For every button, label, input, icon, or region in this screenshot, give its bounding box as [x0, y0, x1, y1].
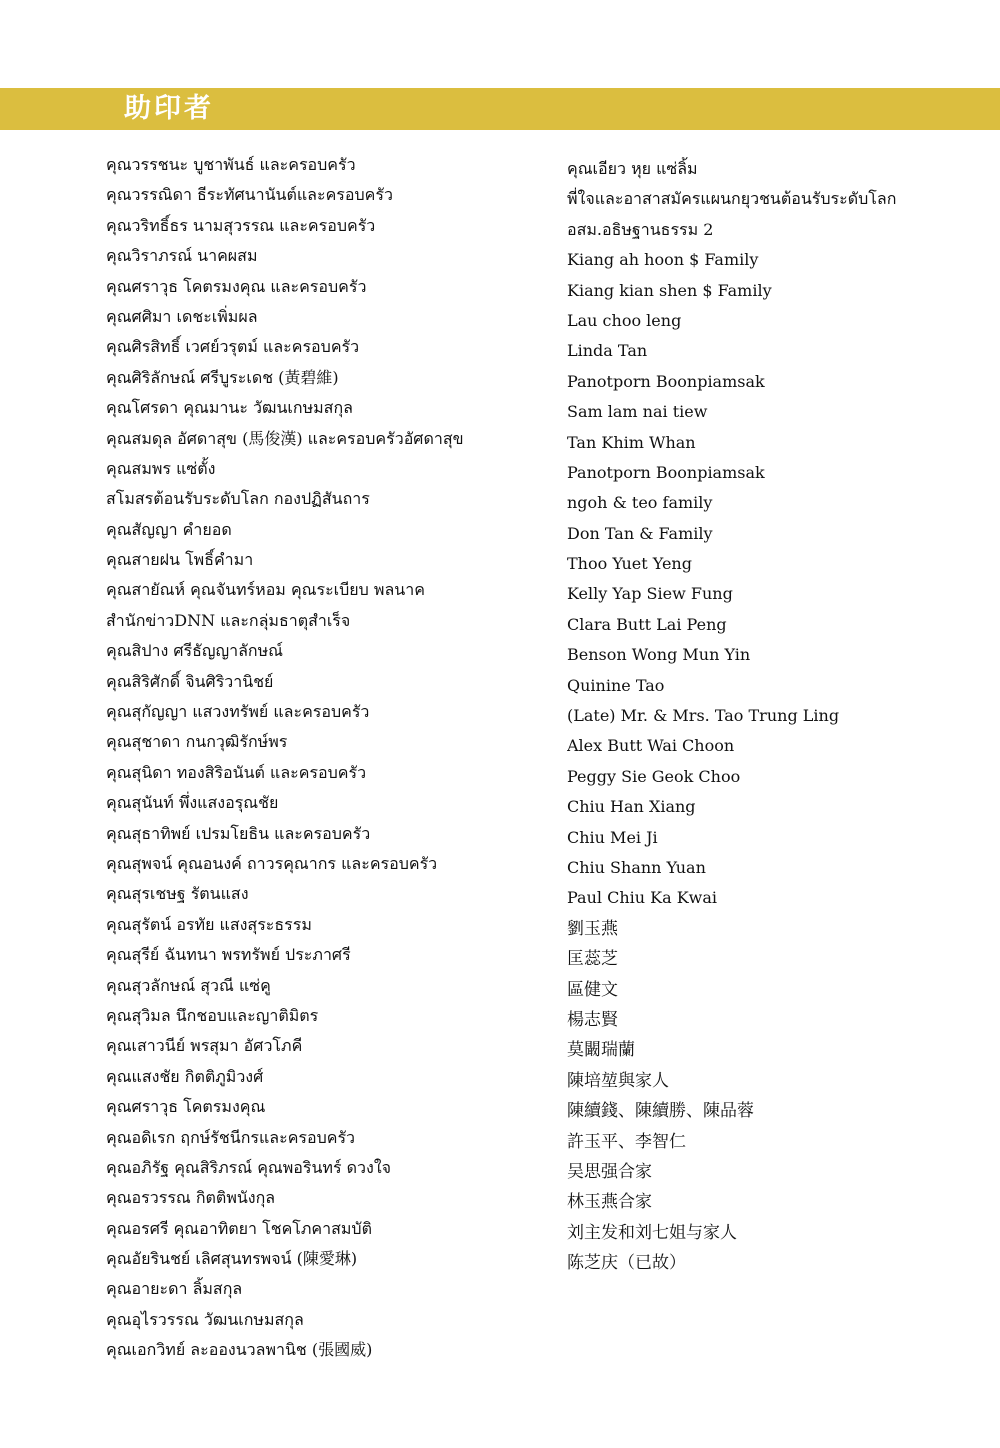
- donor-name: Lau choo leng: [567, 310, 682, 330]
- donor-name: Tan Khim Whan: [567, 432, 696, 452]
- donor-name: Kiang kian shen $ Family: [567, 280, 772, 300]
- donor-name: คุณสุวิมล นึกชอบและญาติมิตร: [106, 1005, 319, 1025]
- donor-name: Quinine Tao: [567, 675, 665, 695]
- donor-name: คุณสุรเชษฐ รัตนแสง: [106, 884, 249, 904]
- donor-name: คุณศศิมา เดชะเพิ่มผล: [106, 306, 258, 326]
- donor-name: Kiang ah hoon $ Family: [567, 250, 759, 270]
- donor-name: คุณสิริศักดิ์ จินศิริวานิชย์: [106, 671, 274, 691]
- donor-name: อสม.อธิษฐานธรรม 2: [567, 219, 714, 239]
- donor-name: 區健文: [567, 979, 618, 1000]
- donor-name: คุณสุรัตน์ อรทัย แสงสุระธรรม: [106, 914, 312, 934]
- donor-name: คุณวริทธิ์ธร นามสุวรรณ และครอบครัว: [106, 215, 376, 235]
- donor-name: Chiu Shann Yuan: [567, 857, 706, 877]
- donor-name: 陈芝庆（已故）: [567, 1253, 686, 1274]
- donor-name: คุณสุชาดา กนกวุฒิรักษ์พร: [106, 732, 288, 752]
- header-banner: [0, 88, 1000, 130]
- donor-name: Sam lam nai tiew: [567, 402, 708, 422]
- donor-name: คุณแสงชัย กิตติภูมิวงศ์: [106, 1066, 264, 1086]
- donor-name: 刘主发和刘七姐与家人: [567, 1222, 737, 1243]
- donor-name: Panotporn Boonpiamsak: [567, 371, 765, 391]
- donor-name: คุณเอียว หุย แซ่ลิ้ม: [567, 159, 698, 178]
- donor-name: สโมสรต้อนรับระดับโลก กองปฏิสันถาร: [106, 489, 370, 509]
- donor-name: คุณเสาวนีย์ พรสุมา อัศวโภคี: [106, 1036, 303, 1056]
- donor-list-left: [106, 150, 546, 1366]
- donor-name: คุณสายัณห์ คุณจันทร์หอม คุณระเบียบ พลนาค: [106, 580, 425, 600]
- donor-name: คุณอรวรรณ กิตติพนังกุล: [106, 1188, 276, 1208]
- donor-name: คุณสัญญา คำยอด: [106, 519, 232, 539]
- donor-name: คุณวรรชนะ บูชาพันธ์ และครอบครัว: [106, 155, 356, 174]
- donor-name: คุณวรรณิดา ธีระทัศนานันต์และครอบครัว: [106, 185, 393, 205]
- donor-name: พี่ใจและอาสาสมัครแผนกยุวชนต้อนรับระดับโลก: [567, 189, 897, 209]
- donor-name: คุณสายฝน โพธิ์คำมา: [106, 550, 254, 570]
- donor-name: 楊志賢: [567, 1009, 618, 1030]
- donor-name: คุณสุนันท์ พึ่งแสงอรุณชัย: [106, 793, 279, 813]
- donor-name: Paul Chiu Ka Kwai: [567, 888, 718, 908]
- donor-name: Don Tan & Family: [567, 523, 713, 543]
- donor-name: คุณสุพจน์ คุณอนงค์ ถาวรคุณากร และครอบครัว: [106, 853, 438, 873]
- donor-name: คุณศิริลักษณ์ ศรีบูระเดช (黃碧維): [106, 367, 339, 387]
- donor-name: คุณสมพร แซ่ตั้ง: [106, 458, 216, 478]
- donor-name: คุณสุนิดา ทองสิริอนันต์ และครอบครัว: [106, 762, 367, 782]
- donor-name: Kelly Yap Siew Fung: [567, 584, 733, 604]
- donor-name: สำนักข่าวDNN และกลุ่มธาตุสำเร็จ: [106, 610, 351, 630]
- donor-name: Peggy Sie Geok Choo: [567, 766, 741, 786]
- donor-name: 林玉燕合家: [567, 1192, 652, 1213]
- donor-name: 陳續錢、陳續勝、陳品蓉: [567, 1101, 754, 1122]
- donor-name: คุณศราวุธ โคตรมงคุณ และครอบครัว: [106, 276, 367, 296]
- donor-name: คุณสุกัญญา แสวงทรัพย์ และครอบครัว: [106, 702, 370, 722]
- donor-name: คุณศราวุธ โคตรมงคุณ: [106, 1097, 266, 1117]
- donor-name: คุณเอกวิทย์ ละอองนวลพานิช (張國威): [106, 1340, 373, 1360]
- donor-name: คุณอายะดา ลิ้มสกุล: [106, 1279, 243, 1299]
- donor-name: (Late) Mr. & Mrs. Tao Trung Ling: [567, 706, 840, 726]
- donor-name: 吴思强合家: [567, 1161, 652, 1182]
- donor-name: 陳培堃與家人: [567, 1070, 669, 1091]
- page-title: 助印者: [124, 93, 214, 124]
- donor-name: Benson Wong Mun Yin: [567, 645, 751, 665]
- donor-name: 匡蕊芝: [567, 949, 618, 970]
- donor-name: Chiu Han Xiang: [567, 797, 696, 817]
- donor-name: คุณวิราภรณ์ นาคผสม: [106, 246, 258, 266]
- donor-name: คุณสุรีย์ ฉันทนา พรทรัพย์ ประภาศรี: [106, 945, 351, 965]
- donor-name: Clara Butt Lai Peng: [567, 614, 727, 634]
- donor-name: คุณสมดุล อัศดาสุข (馬俊漢) และครอบครัวอัศดาสุข: [106, 428, 464, 448]
- donor-name: คุณอดิเรก ฤกษ์รัชนีกรและครอบครัว: [106, 1127, 356, 1147]
- donor-name: คุณโศรดา คุณมานะ วัฒนเกษมสกุล: [106, 398, 353, 418]
- donor-name: 莫闞瑞蘭: [567, 1040, 635, 1061]
- donor-name: Alex Butt Wai Choon: [567, 736, 735, 756]
- donor-name: 劉玉燕: [567, 918, 618, 939]
- donor-name: คุณสุวลักษณ์ สุวณี แซ่คู: [106, 975, 271, 995]
- donor-name: Panotporn Boonpiamsak: [567, 462, 765, 482]
- donor-name: คุณอภิรัฐ คุณสิริภรณ์ คุณพอรินทร์ ดวงใจ: [106, 1157, 392, 1177]
- donor-name: Thoo Yuet Yeng: [567, 554, 692, 574]
- donor-name: คุณอัยรินชย์ เลิศสุนทรพจน์ (陳愛琳): [106, 1249, 358, 1269]
- donor-name: Linda Tan: [567, 341, 648, 361]
- donor-name: 許玉平、李智仁: [567, 1131, 686, 1152]
- donor-name: คุณอุไรวรรณ วัฒนเกษมสกุล: [106, 1309, 304, 1329]
- donor-name: คุณศิรสิทธิ์ เวศย์วรุตม์ และครอบครัว: [106, 337, 360, 357]
- donor-list-right: [567, 154, 987, 1278]
- donor-name: ngoh & teo family: [567, 493, 713, 513]
- donor-name: คุณสิปาง ศรีธัญญาลักษณ์: [106, 641, 283, 661]
- donor-name: Chiu Mei Ji: [567, 827, 658, 847]
- donor-name: คุณอรศรี คุณอาทิตยา โชคโภคาสมบัติ: [106, 1218, 372, 1238]
- donor-name: คุณสุธาทิพย์ เปรมโยธิน และครอบครัว: [106, 823, 371, 843]
